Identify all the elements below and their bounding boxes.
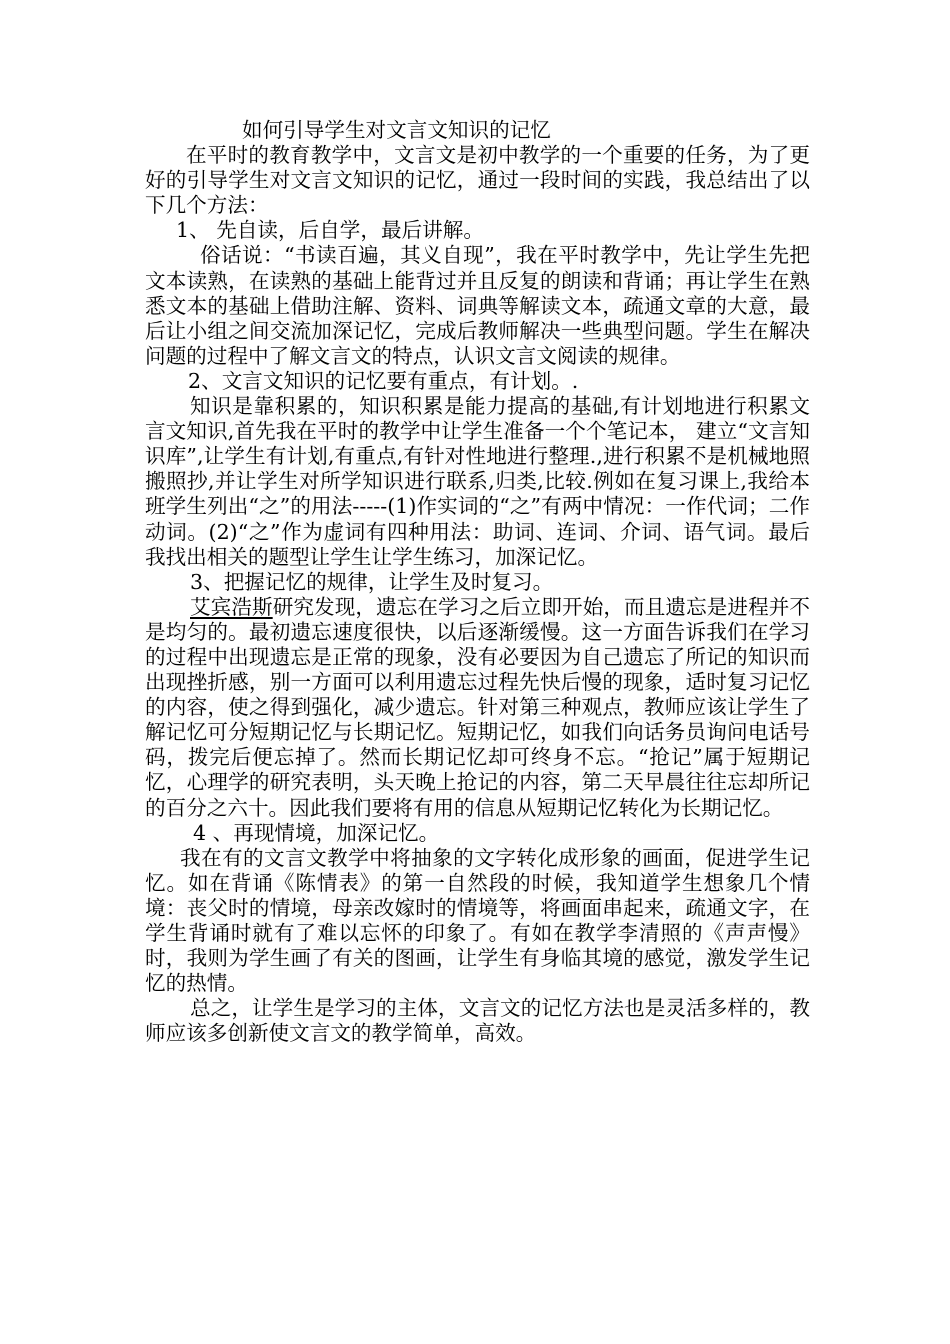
- section-heading-3: 3、把握记忆的规律，让学生及时复习。: [190, 569, 554, 594]
- intro-paragraph: 在平时的教育教学中，文言文是初中教学的一个重要的任务，为了更好的引导学生对文言文知识的记忆，通过一段时间的实践，我总结出了以下几个方法：: [145, 143, 810, 218]
- section-heading-2: 2、文言文知识的记忆要有重点，有计划。.: [188, 368, 579, 393]
- section-paragraph-4: 我在有的文言文教学中将抽象的文字转化成形象的画面，促进学生记忆。如在背诵《陈情表》的第一自然段的时候，我知道学生想象几个情境：丧父时的情境，母亲改嫁时的情境等，将画面串起来，疏通文字，在学生背诵时就有了难以忘怀的印象了。有如在教学李清照的《声声慢》时，我则为学生画了有关的图画，让学生有身临其境的感觉，激发学生记忆的热情。: [145, 845, 810, 996]
- section-heading-1: 1、 先自读，后自学，最后讲解。: [176, 218, 484, 243]
- section-paragraph-1: 俗话说：“书读百遍，其义自现”，我在平时教学中，先让学生先把文本读熟，在读熟的基础上能背过并且反复的朗读和背诵；再让学生在熟悉文本的基础上借助注解、资料、词典等解读文本，疏通文章的大意，最后让小组之间交流加深记忆，完成后教师解决一些典型问题。学生在解决问题的过程中了解文言文的特点，认识文言文阅读的规律。: [145, 243, 810, 368]
- section-paragraph-3: [145, 595, 810, 821]
- conclusion-paragraph: 总之，让学生是学习的主体，文言文的记忆方法也是灵活多样的，教师应该多创新使文言文的教学简单，高效。: [145, 996, 810, 1046]
- article-body: [145, 118, 810, 1046]
- document-title: 如何引导学生对文言文知识的记忆: [242, 118, 551, 142]
- section-paragraph-3-text: 研究发现，遗忘在学习之后立即开始，而且遗忘是进程并不是均匀的。最初遗忘速度很快，以后逐渐缓慢。这一方面告诉我们在学习的过程中出现遗忘是正常的现象，没有必要因为自己遗忘了所记的知识而出现挫折感，别一方面可以利用遗忘过程先快后慢的现象，适时复习记忆的内容，使之得到强化，减少遗忘。针对第三种观点，教师应该让学生了解记忆可分短期记忆与长期记忆。短期记忆，如我们向话务员询问电话号码，拨完后便忘掉了。然而长期记忆却可终身不忘。“抢记”属于短期记忆，心理学的研究表明，头天晚上抢记的内容，第二天早晨往往忘却所记的百分之六十。因此我们要将有用的信息从短期记忆转化为长期记忆。: [145, 594, 811, 820]
- section-heading-4: 4 、再现情境，加深记忆。: [193, 820, 440, 845]
- section-paragraph-2: 知识是靠积累的，知识积累是能力提高的基础,有计划地进行积累文言文知识,首先我在平时的教学中让学生准备一个个笔记本， 建立“文言知识库”,让学生有计划,有重点,有针对性地进行整理.,进行积累不是机械地照搬照抄,并让学生对所学知识进行联系,归类,比较.例如在复习课上,我给本班学生列出“之”的用法-----(1)作实词的“之”有两中情况：一作代词；二作动词。(2)“之”作为虚词有四种用法：助词、连词、介词、语气词。最后我找出相关的题型让学生让学生练习，加深记忆。: [145, 394, 810, 569]
- underlined-name: 艾宾浩斯: [190, 594, 273, 619]
